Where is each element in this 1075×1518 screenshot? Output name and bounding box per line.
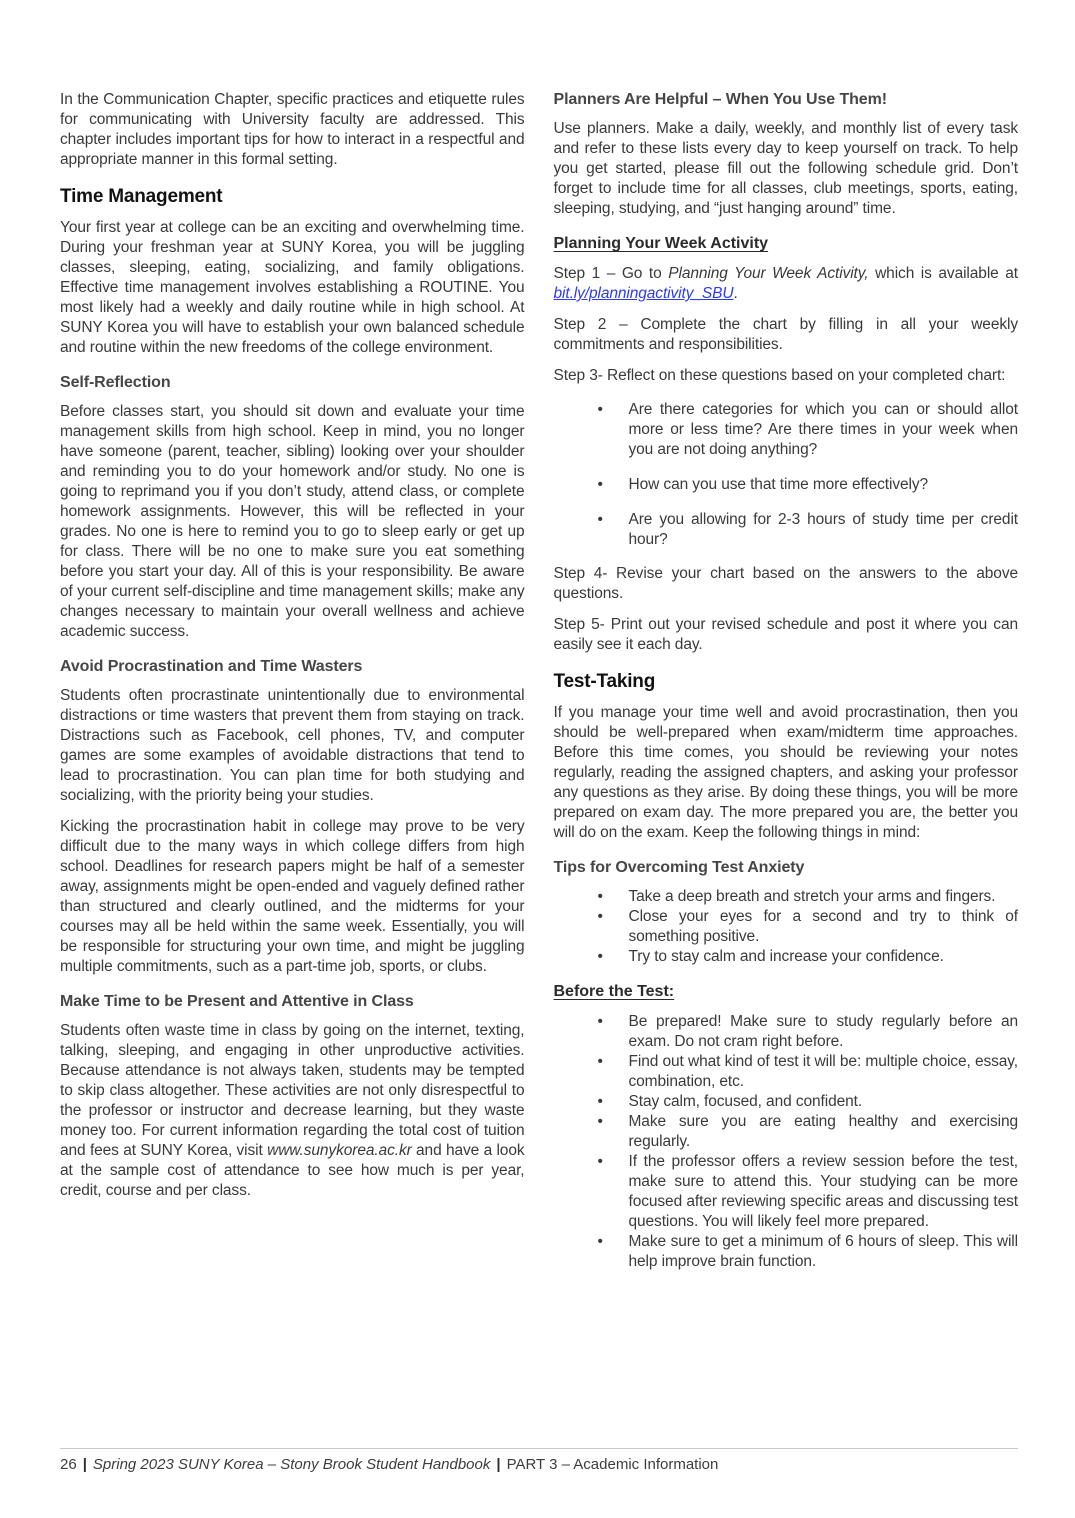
step-1-text-end: . (733, 285, 738, 302)
list-item: • Try to stay calm and increase your confidence. (554, 947, 1019, 967)
left-column (60, 90, 525, 1283)
step-5-paragraph: Step 5- Print out your revised schedule and post it where you can easily see it each day. (553, 616, 1018, 653)
list-item: • Are there categories for which you can or should allot more or less time? Are there times in your week when you are not doing anything? (554, 400, 1019, 460)
intro-paragraph: In the Communication Chapter, specific practices and etiquette rules for communicating with University faculty are addressed. This chapter includes important tips for how to interact in a respectful and appropriate manner in this formal setting. (60, 91, 525, 168)
list-item: • Be prepared! Make sure to study regularly before an exam. Do not cram right before. (554, 1012, 1019, 1052)
step-2-paragraph: Step 2 – Complete the chart by filling in all your weekly commitments and responsibilities. (553, 316, 1018, 353)
heading-tips-test-anxiety: Tips for Overcoming Test Anxiety (553, 859, 805, 876)
heading-before-the-test: Before the Test: (553, 983, 675, 1000)
heading-avoid-procrastination: Avoid Procrastination and Time Wasters (60, 658, 363, 675)
list-item: • Make sure to get a minimum of 6 hours of sleep. This will help improve brain function. (554, 1232, 1019, 1272)
footer-divider: | (496, 1456, 501, 1473)
heading-test-taking: Test-Taking (553, 671, 656, 692)
time-management-paragraph: Your first year at college can be an exciting and overwhelming time. During your freshman year at SUNY Korea, you will be juggling classes, sleeping, eating, socializing, and family obligations. Effective time management involves establishing a ROUTINE. You most likely had a weekly and daily routine while in high school. At SUNY Korea you will have to establish your own balanced schedule and routine within the new freedoms of the college environment. (60, 219, 525, 356)
list-item: • How can you use that time more effectively? (554, 475, 1019, 495)
list-item: • Make sure you are eating healthy and exercising regularly. (554, 1112, 1019, 1152)
footer-handbook-title: Spring 2023 SUNY Korea – Stony Brook Student Handbook (92, 1456, 491, 1473)
list-item: • Take a deep breath and stretch your arms and fingers. (554, 887, 1019, 907)
list-item: • If the professor offers a review session before the test, make sure to attend this. Your studying can be more focused after reviewing specific areas and discussing test questions. You will likely feel more prepared. (554, 1152, 1019, 1232)
step-1-paragraph (554, 264, 1019, 304)
present-attentive-text-end: and have a look at the sample cost of attendance to see how much is per year, credit, course and per class. (60, 1142, 525, 1199)
step-3-bullet-list (554, 400, 1019, 550)
planning-your-week-activity-title: Planning Your Week Activity, (668, 265, 869, 282)
planning-activity-link[interactable]: bit.ly/planningactivity_SBU (553, 285, 734, 302)
page-number: 26 (60, 1456, 77, 1473)
step-1-text: Step 1 – Go to (553, 265, 669, 282)
footer-part-label: PART 3 – Academic Information (506, 1456, 719, 1473)
handbook-page (60, 90, 1018, 1283)
heading-planners: Planners Are Helpful – When You Use Them! (553, 91, 887, 108)
present-attentive-text-start: Students often waste time in class by going on the internet, texting, talking, sleeping, and engaging in other unproductive activities. Because attendance is not always taken, students may be tempted to skip class altogether. These activities are not only disrespectful to the professor or instructor and decrease learning, but they waste money too. For current information regarding the total cost of tuition and fees at SUNY Korea, visit (60, 1022, 525, 1159)
avoid-procrastination-paragraph-2: Kicking the procrastination habit in college may prove to be very difficult due to the many ways in which college differs from high school. Deadlines for research papers might be half of a semester away, assignments might be open-ended and vaguely defined rather than structured and clearly outlined, and the midterms for your courses may all be held within the same week. Essentially, you will be responsible for structuring your own time, and might be juggling multiple commitments, such as a part-time job, sports, or clubs. (60, 818, 525, 975)
list-item: • Stay calm, focused, and confident. (554, 1092, 1019, 1112)
list-item: • Are you allowing for 2-3 hours of study time per credit hour? (554, 510, 1019, 550)
footer-divider: | (82, 1456, 87, 1473)
step-3-paragraph: Step 3- Reflect on these questions based on your completed chart: (553, 367, 1006, 384)
heading-time-management: Time Management (60, 186, 223, 207)
heading-planning-your-week-activity: Planning Your Week Activity (553, 235, 769, 252)
before-test-bullet-list (554, 1012, 1019, 1272)
planners-paragraph: Use planners. Make a daily, weekly, and monthly list of every task and refer to these lists every day to keep yourself on track. To help you get started, please fill out the following schedule grid. Don’t forget to include time for all classes, club meetings, sports, eating, sleeping, studying, and “just hanging around” time. (553, 120, 1018, 217)
two-column-layout (60, 90, 1018, 1283)
avoid-procrastination-paragraph-1: Students often procrastinate unintentionally due to environmental distractions or time wasters that prevent them from staying on track. Distractions such as Facebook, cell phones, TV, and computer games are some examples of avoidable distractions that tend to lead to procrastination. You can plan time for both studying and socializing, with the priority being your studies. (60, 687, 525, 804)
list-item: • Close your eyes for a second and try to think of something positive. (554, 907, 1019, 947)
test-taking-paragraph: If you manage your time well and avoid procrastination, then you should be well-prepared when exam/midterm time approaches. Before this time comes, you should be reviewing your notes regularly, reading the assigned chapters, and asking your professor any questions as they arise. By doing these things, you will be more prepared on exam day. The more prepared you are, the better you will do on the exam. Keep the following things in mind: (553, 704, 1018, 841)
sunykorea-url: www.sunykorea.ac.kr (267, 1142, 412, 1159)
page-footer (60, 1448, 1018, 1474)
step-1-text-middle: which is available at (868, 265, 1019, 282)
list-item: • Find out what kind of test it will be: multiple choice, essay, combination, etc. (554, 1052, 1019, 1092)
heading-self-reflection: Self-Reflection (60, 374, 171, 391)
tips-bullet-list (554, 887, 1019, 967)
right-column (554, 90, 1019, 1283)
step-4-paragraph: Step 4- Revise your chart based on the answers to the above questions. (553, 565, 1018, 602)
self-reflection-paragraph: Before classes start, you should sit down and evaluate your time management skills from high school. Keep in mind, you no longer have someone (parent, teacher, sibling) looking over your shoulder and reminding you to do your homework and/or study. No one is going to reprimand you if you don’t study, attend class, or complete homework assignments. However, this will be reflected in your grades. No one is here to remind you to go to sleep early or get up for class. There will be no one to make sure you eat something before you start your day. All of this is your responsibility. Be aware of your current self-discipline and time management skills; make any changes necessary to maintain your overall wellness and achieve academic success. (60, 403, 525, 640)
heading-present-attentive: Make Time to be Present and Attentive in Class (60, 993, 414, 1010)
present-attentive-paragraph (60, 1021, 525, 1201)
